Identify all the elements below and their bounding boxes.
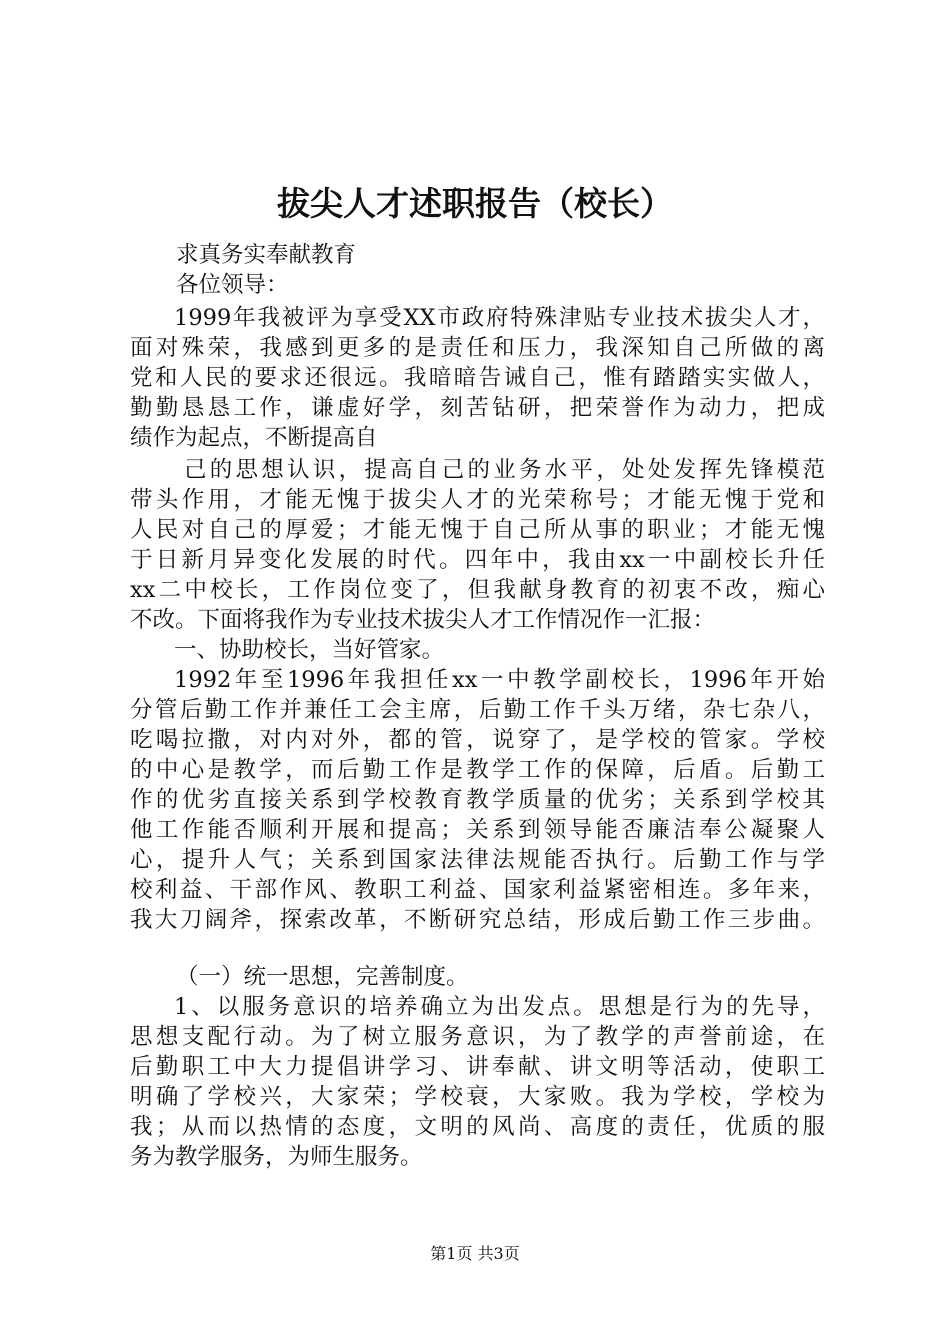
page-footer: 第1页 共3页: [430, 1244, 520, 1263]
text-line: （一）统一思想，完善制度。: [176, 964, 469, 990]
text-line: 己的思想认识，提高自己的业务水平，处处发挥先锋模范: [184, 457, 825, 483]
text-line: 面对殊荣，我感到更多的是责任和压力，我深知自己所做的离: [130, 335, 825, 361]
text-line: 务为教学服务，为师生服务。: [130, 1144, 423, 1170]
text-line: 勤勤恳恳工作，谦虚好学，刻苦钻研，把荣誉作为动力，把成: [130, 395, 825, 421]
text-line: 于日新月异变化发展的时代。四年中，我由xx一中副校长升任: [130, 547, 825, 573]
text-line: 我；从而以热情的态度，文明的风尚、高度的责任，优质的服: [130, 1114, 825, 1140]
text-line: 思想支配行动。为了树立服务意识，为了教学的声誉前途，在: [130, 1024, 825, 1050]
text-line: 后勤职工中大力提倡讲学习、讲奉献、讲文明等活动，使职工: [130, 1054, 825, 1080]
text-line: 明确了学校兴，大家荣；学校衰，大家败。我为学校，学校为: [130, 1084, 825, 1110]
text-line: 1992年至1996年我担任xx一中教学副校长，1996年开始: [174, 667, 825, 693]
salutation-line: 各位领导：: [176, 272, 289, 298]
text-line: 一、协助校长，当好管家。: [174, 637, 445, 663]
text-line: 带头作用，才能无愧于拔尖人才的光荣称号；才能无愧于党和: [130, 487, 825, 513]
document-header-lines: [130, 240, 825, 300]
text-line: 不改。下面将我作为专业技术拔尖人才工作情况作一汇报：: [130, 607, 716, 633]
paragraph-block: [130, 303, 825, 453]
text-line: 党和人民的要求还很远。我暗暗告诫自己，惟有踏踏实实做人，: [130, 365, 825, 391]
subtitle-line: 求真务实奉献教育: [176, 242, 357, 268]
text-line: 分管后勤工作并兼任工会主席，后勤工作千头万绪，杂七杂八，: [130, 697, 825, 723]
text-line: 心，提升人气；关系到国家法律法规能否执行。后勤工作与学: [130, 847, 825, 873]
document-title: 拔尖人才述职报告（校长）: [277, 184, 673, 223]
text-line: 校利益、干部作风、教职工利益、国家利益紧密相连。多年来，: [130, 877, 825, 903]
text-line: xx二中校长，工作岗位变了，但我献身教育的初衷不改，痴心: [130, 577, 825, 603]
text-line: 我大刀阔斧，探索改革，不断研究总结，形成后勤工作三步曲。: [130, 907, 825, 933]
paragraph-block: [130, 962, 825, 1172]
text-line: 的中心是教学，而后勤工作是教学工作的保障，后盾。后勤工: [130, 757, 825, 783]
text-line: 1、以服务意识的培养确立为出发点。思想是行为的先导，: [174, 994, 825, 1020]
text-line: 他工作能否顺利开展和提高；关系到领导能否廉洁奉公凝聚人: [130, 817, 825, 843]
text-line: 吃喝拉撒，对内对外，都的管，说穿了，是学校的管家。学校: [130, 727, 825, 753]
text-line: 作的优劣直接关系到学校教育教学质量的优劣；关系到学校其: [130, 787, 825, 813]
text-line: 1999年我被评为享受XX市政府特殊津贴专业技术拔尖人才，: [174, 305, 825, 331]
paragraph-block: [130, 455, 825, 935]
text-line: 人民对自己的厚爱；才能无愧于自己所从事的职业；才能无愧: [130, 517, 825, 543]
text-line: 绩作为起点，不断提高自: [130, 425, 378, 451]
